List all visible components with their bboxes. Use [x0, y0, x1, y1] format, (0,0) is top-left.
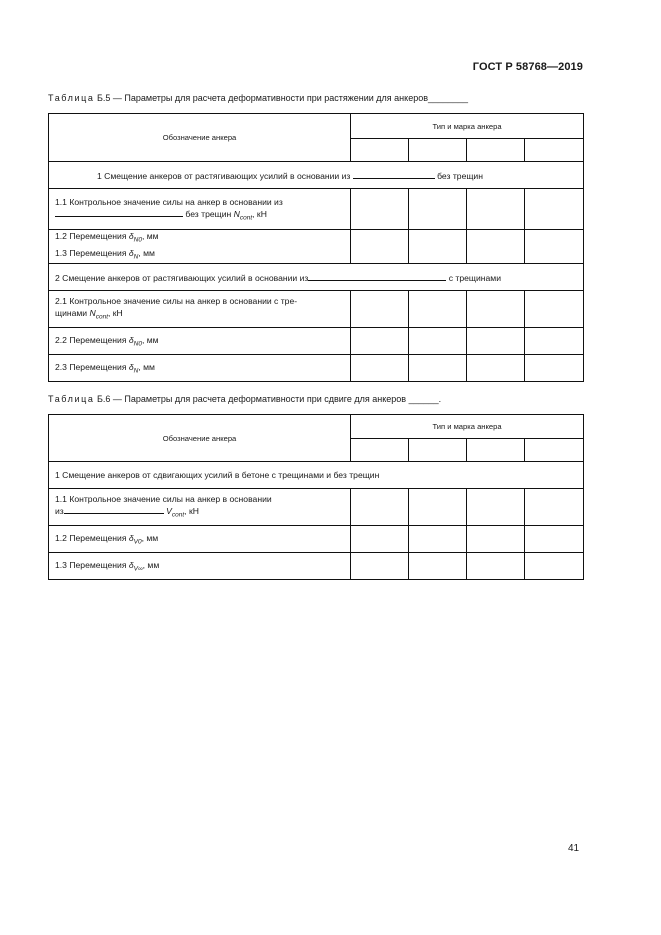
table-row	[49, 489, 584, 526]
row-2-1-cell	[49, 291, 351, 328]
row-1-1-line1: 1.1 Контрольное значение силы на анкер в основании	[55, 493, 272, 504]
type-col-1	[351, 439, 409, 462]
table-header-row	[49, 415, 584, 439]
anchor-type-header: Тип и марка анкера	[351, 114, 584, 139]
section-2-tail: с трещинами	[448, 272, 502, 283]
row-1-2: 1.2 Перемещения $\delta_{N0}$, мм	[55, 231, 159, 244]
page-number: 41	[568, 843, 580, 854]
value-cell	[467, 189, 525, 230]
row-1-3: 1.3 Перемещения $\delta_N$, мм	[55, 247, 155, 261]
row-1-1-line2: из $V_{cont}$, кН	[55, 505, 199, 519]
document-id: ГОСТ Р 58768—2019	[472, 61, 583, 73]
value-cell	[351, 328, 409, 355]
value-cell	[467, 489, 525, 526]
table-b6-caption	[48, 394, 441, 404]
value-cell	[409, 189, 467, 230]
type-col-3	[467, 439, 525, 462]
value-cell	[525, 230, 584, 264]
type-col-3	[467, 139, 525, 162]
table-row	[49, 189, 584, 230]
row-2-2-cell: 2.2 Перемещения $\delta_{N0}$, мм	[49, 328, 351, 355]
table-row	[49, 230, 584, 264]
value-cell	[525, 355, 584, 382]
blank-line	[64, 505, 164, 514]
value-cell	[467, 355, 525, 382]
type-col-4	[525, 439, 584, 462]
section-row	[49, 462, 584, 489]
anchor-designation-header: Обозначение анкера	[49, 415, 351, 462]
value-cell	[409, 230, 467, 264]
row-2-3-cell: 2.3 Перемещения $\delta_N$, мм	[49, 355, 351, 382]
section-row	[49, 264, 584, 291]
value-cell	[467, 291, 525, 328]
anchor-type-header: Тип и марка анкера	[351, 415, 584, 439]
value-cell	[467, 553, 525, 580]
value-cell	[525, 189, 584, 230]
row-1-2-1-3-cell	[49, 230, 351, 264]
value-cell	[409, 291, 467, 328]
section-row	[49, 162, 584, 189]
value-cell	[409, 553, 467, 580]
value-cell	[525, 526, 584, 553]
table-header-row	[49, 114, 584, 139]
value-cell	[351, 230, 409, 264]
caption-text: Б.6 — Параметры для расчета деформативности при сдвиге для анкеров ______.	[97, 394, 442, 404]
caption-prefix: Таблица	[48, 93, 95, 103]
value-cell	[409, 526, 467, 553]
row-1-2-cell: 1.2 Перемещения $\delta_{V0}$, мм	[49, 526, 351, 553]
table-row	[49, 355, 584, 382]
caption-prefix: Таблица	[48, 394, 95, 404]
value-cell	[467, 328, 525, 355]
row-1-1-cell	[49, 189, 351, 230]
value-cell	[351, 489, 409, 526]
value-cell	[351, 291, 409, 328]
table-b5-caption	[48, 93, 468, 103]
section-2-cell	[49, 264, 584, 291]
table-row	[49, 526, 584, 553]
section-1-lead: 1 Смещение анкеров от растягивающих усилий в основании из	[97, 170, 351, 181]
section-1-cell: 1 Смещение анкеров от сдвигающих усилий в бетоне с трещинами и без трещин	[49, 462, 584, 489]
type-col-1	[351, 139, 409, 162]
blank-line	[353, 170, 435, 179]
value-cell	[467, 230, 525, 264]
type-col-2	[409, 439, 467, 462]
table-row	[49, 553, 584, 580]
table-row	[49, 328, 584, 355]
row-1-1-line1: 1.1 Контрольное значение силы на анкер в основании из	[55, 196, 283, 207]
type-col-4	[525, 139, 584, 162]
type-col-2	[409, 139, 467, 162]
anchor-designation-header: Обозначение анкера	[49, 114, 351, 162]
row-1-1-line2: без трещин $N_{cont}$, кН	[55, 208, 344, 225]
blank-line	[55, 208, 183, 217]
row-2-1-line2: щинами $N_{cont}$, кН	[55, 308, 123, 321]
value-cell	[525, 553, 584, 580]
value-cell	[525, 291, 584, 328]
section-2-lead: 2 Смещение анкеров от растягивающих усилий в основании из	[55, 272, 309, 283]
value-cell	[351, 355, 409, 382]
row-2-1-line1: 2.1 Контрольное значение силы на анкер в основании с тре-	[55, 296, 298, 307]
section-1-cell	[49, 162, 584, 189]
table-row	[49, 291, 584, 328]
value-cell	[351, 553, 409, 580]
value-cell	[351, 189, 409, 230]
table-b5	[48, 113, 584, 382]
value-cell	[525, 328, 584, 355]
row-1-3-cell: 1.3 Перемещения $\delta_{V\infty}$, мм	[49, 553, 351, 580]
blank-line	[308, 272, 446, 281]
value-cell	[409, 328, 467, 355]
value-cell	[409, 355, 467, 382]
value-cell	[525, 489, 584, 526]
caption-text: Б.5 — Параметры для расчета деформативности при растяжении для анкеров________	[97, 93, 469, 103]
value-cell	[409, 489, 467, 526]
row-1-1-cell	[49, 489, 351, 526]
value-cell	[467, 526, 525, 553]
table-b6	[48, 414, 584, 580]
value-cell	[351, 526, 409, 553]
section-1-tail: без трещин	[437, 170, 483, 181]
